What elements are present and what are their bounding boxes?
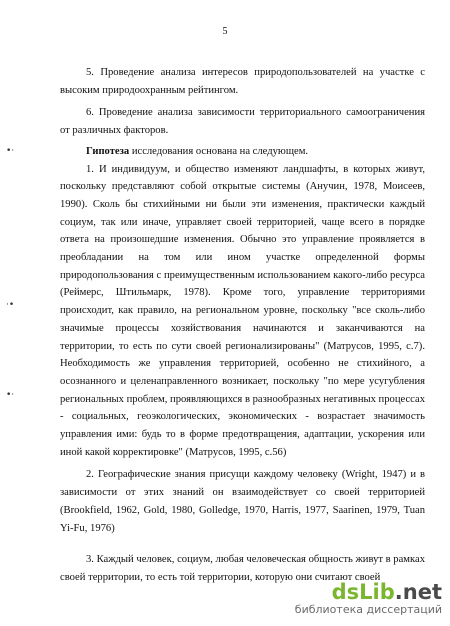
paragraph-task-5: 5. Проведение анализа интересов природопользователей на участке с высоким природоохранным рейтингом.	[60, 67, 425, 96]
watermark-brand: dsLib	[331, 580, 395, 604]
watermark-tld: .net	[394, 580, 442, 604]
paragraph-task-6: 6. Проведение анализа зависимости территориального самоограничения от различных факторов.	[60, 107, 425, 137]
watermark-logo	[295, 581, 442, 603]
paragraph-point-1: 1. И индивидуум, и общество изменяют ландшафты, в которых живут, поскольку представляют собой открытые системы (Анучин, 1978, Моисеев, 1990). Сколь бы стихийными ни были эти изменения, практически каждый социум, так или иначе, управляет своей территорией, чаще всего в порядке ответа на произошедшие изменения. Обычно это управление проявляется в преобладании на том или ином участке определенной формы природопользования с преимущественным использованием какого-либо ресурса (Реймерс, Штильмарк, 1978). Кроме того, управление территориями происходит, как правило, на региональном уровне, поскольку "все сколь-либо значимые процессы хозяйствования начинаются и заканчиваются на территории, то есть по сути своей регионализированы" (Матрусов, 1995, с.7). Необходимость же управления территорией, особенно не стихийного, а осознанного и целенаправленного возникает, поскольку "по мере усугубления региональных проблем, проявляющихся в разнообразных негативных процессах - социальных, геоэкологических, экономических - возрастает значимость управления ими: будь то в форме предотвращения, адаптации, ускорения или иной какой корректировке" (Матрусов, 1995, с.56)	[60, 163, 425, 458]
paragraph-point-2: 2. Географические знания присущи каждому человеку (Wright, 1947) и в зависимости от этих знаний он взаимодействует со своей территорией (Brookfield, 1962, Gold, 1980, Golledge, 1970, Harris, 1977, Saarinen, 1979, Tuan Yi-Fu, 1976)	[60, 469, 425, 534]
hypothesis-label: Гипотеза	[86, 145, 130, 157]
scan-speck: ·•	[6, 300, 15, 310]
site-watermark	[295, 581, 442, 616]
hypothesis-intro: исследования основана на следующем.	[129, 145, 309, 157]
hypothesis-heading	[60, 143, 425, 161]
watermark-subtitle: библиотека диссертаций	[294, 603, 442, 616]
scan-speck: •·	[6, 390, 15, 400]
document-body	[60, 64, 425, 587]
scan-speck: •·	[6, 146, 15, 156]
paragraph-point-3: 3. Каждый человек, социум, любая человеческая общность живут в рамках своей территории, то есть той территории, которую они считают своей	[60, 554, 425, 583]
page-number: 5	[222, 26, 228, 37]
